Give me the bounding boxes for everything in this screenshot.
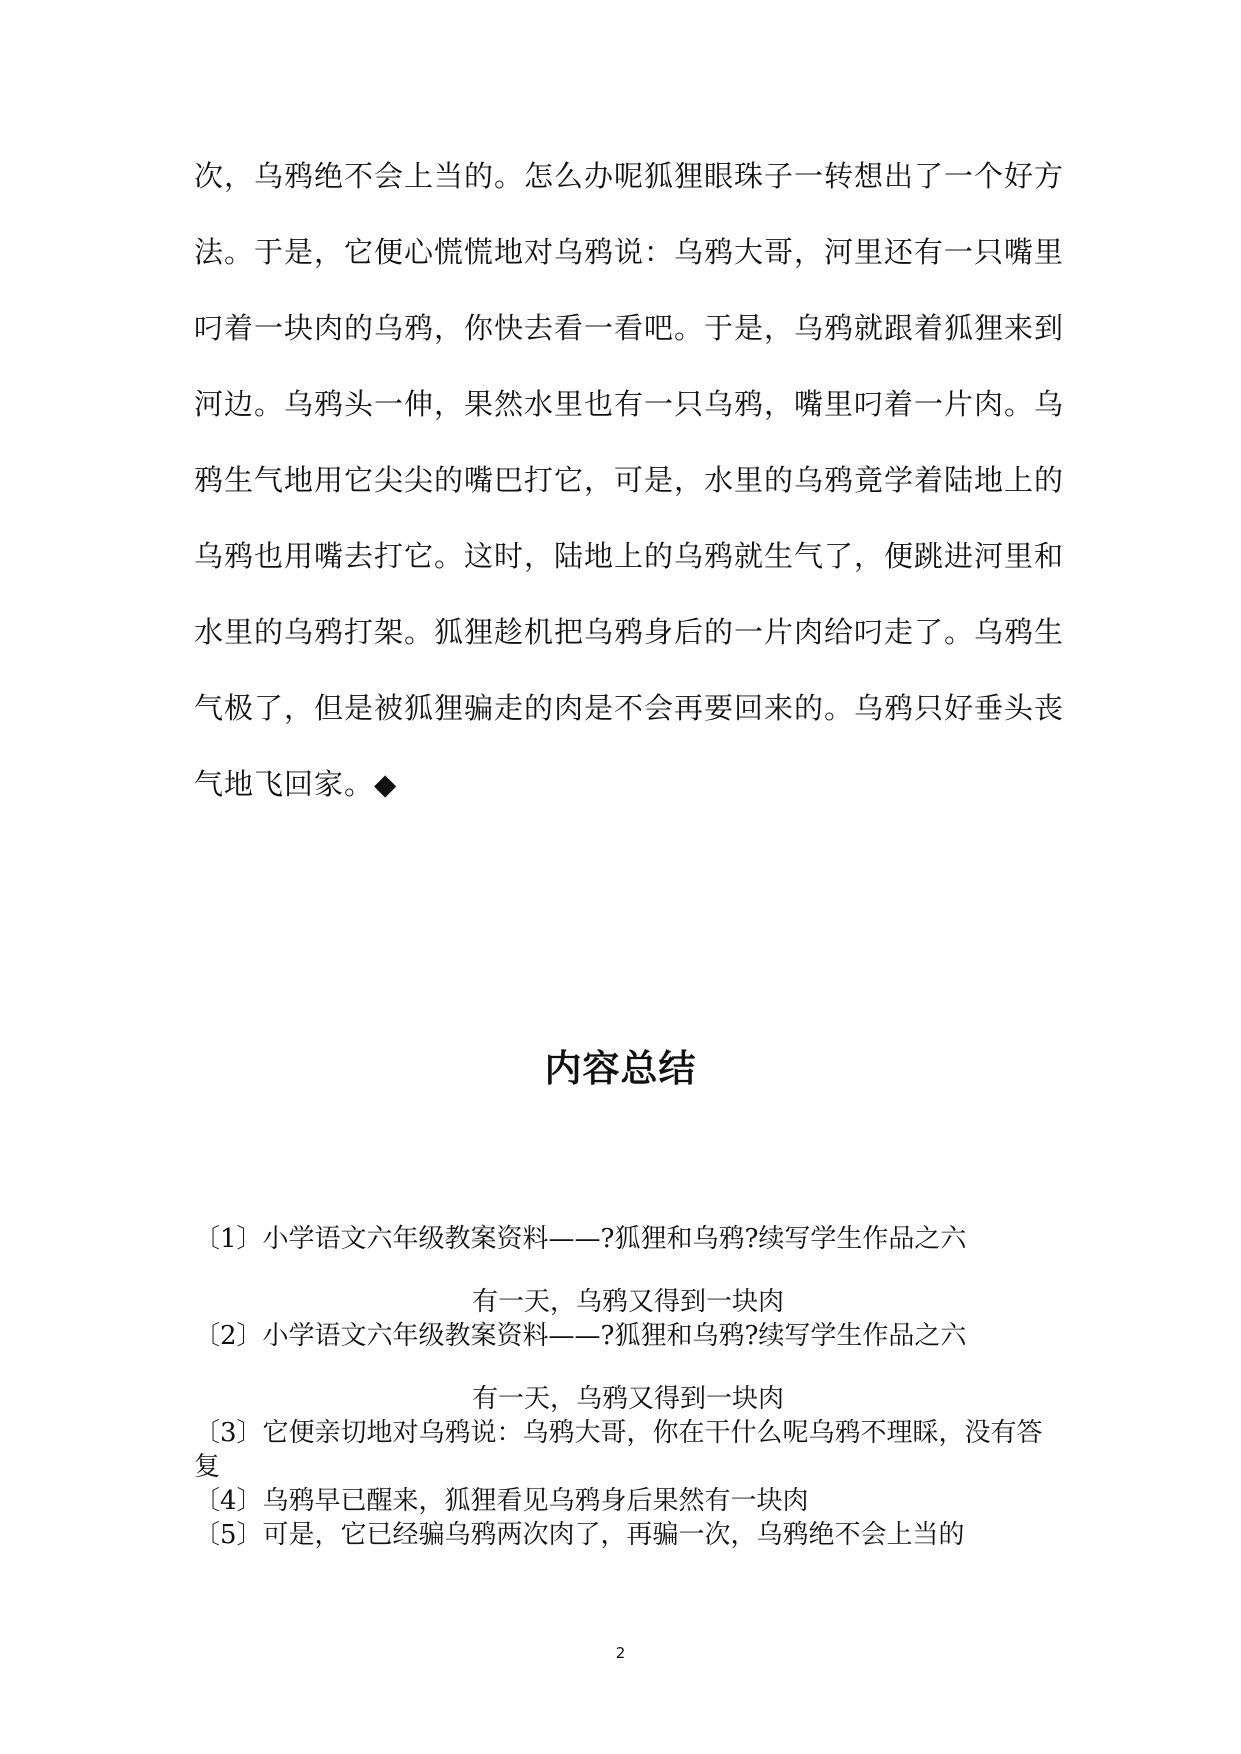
story-line: 叼着一块肉的乌鸦，你快去看一看吧。于是，乌鸦就跟着狐狸来到 bbox=[194, 311, 1065, 345]
story-line: 河边。乌鸦头一伸，果然水里也有一只乌鸦，嘴里叼着一片肉。乌 bbox=[194, 387, 1065, 421]
summary-item-4: 〔4〕乌鸦早已醒来，狐狸看见乌鸦身后果然有一块肉 bbox=[194, 1486, 809, 1516]
summary-item-1: 〔1〕小学语文六年级教案资料——?狐狸和乌鸦?续写学生作品之六 bbox=[194, 1224, 967, 1254]
summary-item-3: 〔3〕它便亲切地对乌鸦说：乌鸦大哥，你在干什么呢乌鸦不理睬，没有答复 bbox=[194, 1418, 1043, 1482]
summary-item-5: 〔5〕可是，它已经骗乌鸦两次肉了，再骗一次，乌鸦绝不会上当的 bbox=[194, 1520, 965, 1550]
summary-heading: 内容总结 bbox=[544, 1047, 697, 1090]
page-number: 2 bbox=[615, 1644, 626, 1662]
summary-list bbox=[194, 1222, 1054, 1552]
story-line: 乌鸦也用嘴去打它。这时，陆地上的乌鸦就生气了，便跳进河里和 bbox=[194, 539, 1065, 573]
story-line: 水里的乌鸦打架。狐狸趁机把乌鸦身后的一片肉给叼走了。乌鸦生 bbox=[194, 615, 1065, 649]
story-paragraph bbox=[194, 150, 1065, 834]
story-line: 法。于是，它便心慌慌地对乌鸦说：乌鸦大哥，河里还有一只嘴里 bbox=[194, 235, 1065, 269]
story-line-end: 气地飞回家。◆ bbox=[194, 767, 398, 801]
summary-item-2-sub: 有一天，乌鸦又得到一块肉 bbox=[472, 1384, 785, 1414]
story-line: 气极了，但是被狐狸骗走的肉是不会再要回来的。乌鸦只好垂头丧 bbox=[194, 691, 1065, 725]
summary-item-2: 〔2〕小学语文六年级教案资料——?狐狸和乌鸦?续写学生作品之六 bbox=[194, 1321, 967, 1351]
summary-item-1-sub: 有一天，乌鸦又得到一块肉 bbox=[472, 1287, 785, 1317]
story-line: 鸦生气地用它尖尖的嘴巴打它，可是，水里的乌鸦竟学着陆地上的 bbox=[194, 463, 1065, 497]
story-line: 次，乌鸦绝不会上当的。怎么办呢狐狸眼珠子一转想出了一个好方 bbox=[194, 159, 1065, 193]
